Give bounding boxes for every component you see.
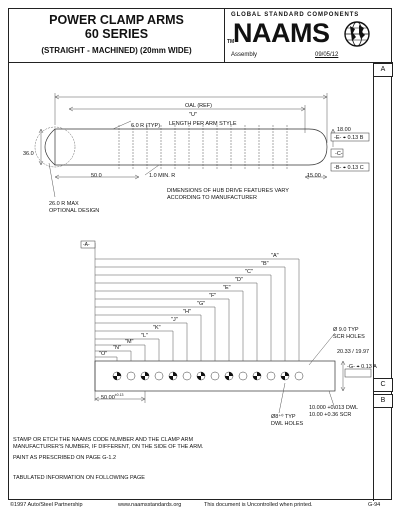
footer-copyright: ©1997 Auto/Steel Partnership [10, 502, 83, 508]
tabulated-note: TABULATED INFORMATION ON FOLLOWING PAGE [13, 475, 145, 481]
stamp-note-2: MANUFACTURER'S NUMBER, IF DIFFERENT, ON THE SIDE OF THE ARM. [13, 444, 204, 450]
stamp-note-1: STAMP OR ETCH THE NAAMS CODE NUMBER AND THE CLAMP ARM [13, 437, 194, 443]
length-note: LENGTH PER ARM STYLE [169, 121, 237, 127]
brand-tagline: GLOBAL STANDARD COMPONENTS [231, 12, 360, 18]
revision-box-c: C [373, 378, 393, 392]
hub-note-2: ACCORDING TO MANUFACTURER [167, 195, 257, 201]
fcf-g: -G- ⌖ 0.13 A [347, 364, 377, 370]
oal-label: OAL (REF) [185, 103, 212, 109]
dwl-dia-label: Ø8⁺⁰ TYP [271, 414, 296, 420]
scr-holes-label: SCR HOLES [333, 334, 365, 340]
letter-j: "J" [171, 317, 178, 323]
dim-50: 50.0 [91, 173, 102, 179]
revision-box-a: A [373, 63, 393, 77]
min-radius-label: 1.0 MIN. R [149, 173, 176, 179]
footer-site-link[interactable]: www.naamsstandards.org [118, 502, 182, 508]
revision-date: 09/05/12 [315, 52, 339, 58]
letter-b: "B" [261, 261, 269, 267]
letter-n: "N" [113, 345, 121, 351]
letter-d: "D" [235, 277, 243, 283]
scr-tolerance: 10.00 +0.36 SCR [309, 412, 352, 418]
u-dimension-label: "U" [189, 112, 197, 118]
letter-a: "A" [271, 253, 279, 259]
title-area [9, 9, 225, 63]
hub-note-1: DIMENSIONS OF HUB DRIVE FEATURES VARY [167, 188, 289, 194]
letter-c: "C" [245, 269, 253, 275]
title-line-2: 60 SERIES [84, 27, 149, 41]
scr-dia-label: Ø 9.0 TYP [333, 327, 359, 333]
dwl-tolerance: 10.000 +0.013 DWL [309, 405, 359, 411]
fcf-b: -B- ⌖ 0.13 C [334, 165, 364, 171]
dwl-holes-label: DWL HOLES [271, 421, 304, 427]
category-label: Assembly [231, 52, 258, 58]
letter-f: "F" [209, 293, 217, 299]
dim-36: 36.0 [23, 151, 34, 157]
letter-h: "H" [183, 309, 191, 315]
drawing-sheet [8, 8, 392, 500]
revision-box-b: B [373, 394, 393, 408]
letter-e: "E" [223, 285, 231, 291]
trademark-mark: TM [227, 39, 235, 45]
dim-18: 18.00 [337, 127, 351, 133]
title-block [9, 9, 393, 63]
revision-column [373, 63, 393, 501]
footer-uncontrolled: This document is Uncontrolled when printed. [204, 502, 313, 508]
letter-o: "O" [99, 351, 108, 357]
dim-15: 15.00 [307, 173, 321, 179]
title-line-3: (STRAIGHT - MACHINED) (20mm WIDE) [41, 46, 192, 55]
dim-2033: 20.33 / 19.97 [337, 349, 370, 355]
letter-k: "K" [153, 325, 161, 331]
title-line-1: POWER CLAMP ARMS [49, 13, 184, 27]
optional-design-label: OPTIONAL DESIGN [49, 208, 100, 214]
paint-note: PAINT AS PRESCRIBED ON PAGE G-1.2 [13, 455, 117, 461]
globe-icon [343, 20, 371, 48]
naams-logo: NAAMS [233, 18, 330, 48]
r-max-label: 26.0 R MAX [49, 201, 79, 207]
letter-g: "G" [197, 301, 206, 307]
fcf-e: -E- ⌖ 0.13 B [334, 135, 364, 141]
letter-m: "M" [125, 339, 134, 345]
letter-l: "L" [141, 333, 148, 339]
datum-a: -A- [83, 242, 90, 248]
page-number: G-94 [368, 502, 381, 508]
radius-typ-label: 6.0 R (TYP) [131, 123, 161, 129]
dim-50-bottom: $50.00^{\pm 0.13}$ [101, 393, 124, 401]
datum-c: -C- [335, 151, 343, 157]
